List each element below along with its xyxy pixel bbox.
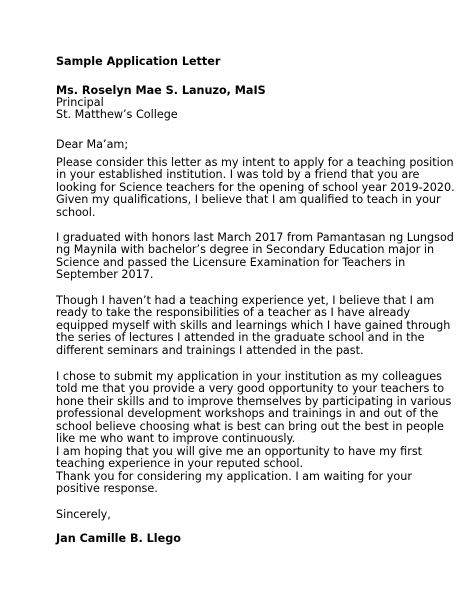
paragraph-line: Given my qualifications, I believe that I am qualified to teach in your <box>56 193 441 207</box>
salutation: Dear Ma’am; <box>56 138 129 151</box>
paragraph-line: Though I haven’t had a teaching experience yet, I believe that I am <box>56 294 435 307</box>
body-paragraph <box>56 446 448 496</box>
paragraph-line: I chose to submit my application in your institution as my colleagues <box>56 370 442 383</box>
recipient-organization: St. Matthew’s College <box>56 108 178 121</box>
paragraph-line: positive response. <box>56 482 158 496</box>
paragraph-line: Thank you for considering my application. I am waiting for your <box>56 469 412 483</box>
paragraph-line: like me who want to improve continuously. <box>56 432 296 446</box>
paragraph-line: ng Maynila with bachelor’s degree in Secondary Education major in <box>56 243 435 257</box>
body-paragraph <box>56 294 451 357</box>
paragraph-line: the series of lectures I attended in the graduate school and in the <box>56 331 425 345</box>
paragraph-line: professional development workshops and trainings in and out of the <box>56 407 439 421</box>
recipient-title: Principal <box>56 96 104 109</box>
paragraph-line: school believe choosing what is best can bring out the best in people <box>56 419 444 433</box>
paragraph-line: in your established institution. I was told by a friend that you are <box>56 168 420 182</box>
recipient-name: Ms. Roselyn Mae S. Lanuzo, MaIS <box>56 84 266 97</box>
paragraph-line: told me that you provide a very good opportunity to your teachers to <box>56 382 445 396</box>
paragraph-line: teaching experience in your reputed school. <box>56 457 304 471</box>
body-paragraph <box>56 231 454 282</box>
body-paragraph <box>56 370 452 446</box>
paragraph-line: ready to take the responsibilities of a teacher as I have already <box>56 306 411 320</box>
paragraph-line: I graduated with honors last March 2017 from Pamantasan ng Lungsod <box>56 231 454 244</box>
paragraph-line: school. <box>56 205 96 219</box>
signature-name: Jan Camille B. Llego <box>56 532 181 545</box>
paragraph-line: September 2017. <box>56 268 154 282</box>
paragraph-line: Please consider this letter as my intent to apply for a teaching position <box>56 156 454 169</box>
paragraph-line: hone their skills and to improve themselves by participating in various <box>56 394 452 408</box>
paragraph-line: equipped myself with skills and learnings which I have gained through <box>56 318 451 332</box>
paragraph-line: I am hoping that you will give me an opportunity to have my first <box>56 445 423 458</box>
closing: Sincerely, <box>56 508 111 521</box>
body-paragraph <box>56 156 455 219</box>
paragraph-line: different seminars and trainings I attended in the past. <box>56 343 364 357</box>
letter-title: Sample Application Letter <box>56 55 221 68</box>
paragraph-line: Science and passed the Licensure Examination for Teachers in <box>56 255 406 269</box>
paragraph-line: looking for Science teachers for the opening of school year 2019-2020. <box>56 180 455 194</box>
